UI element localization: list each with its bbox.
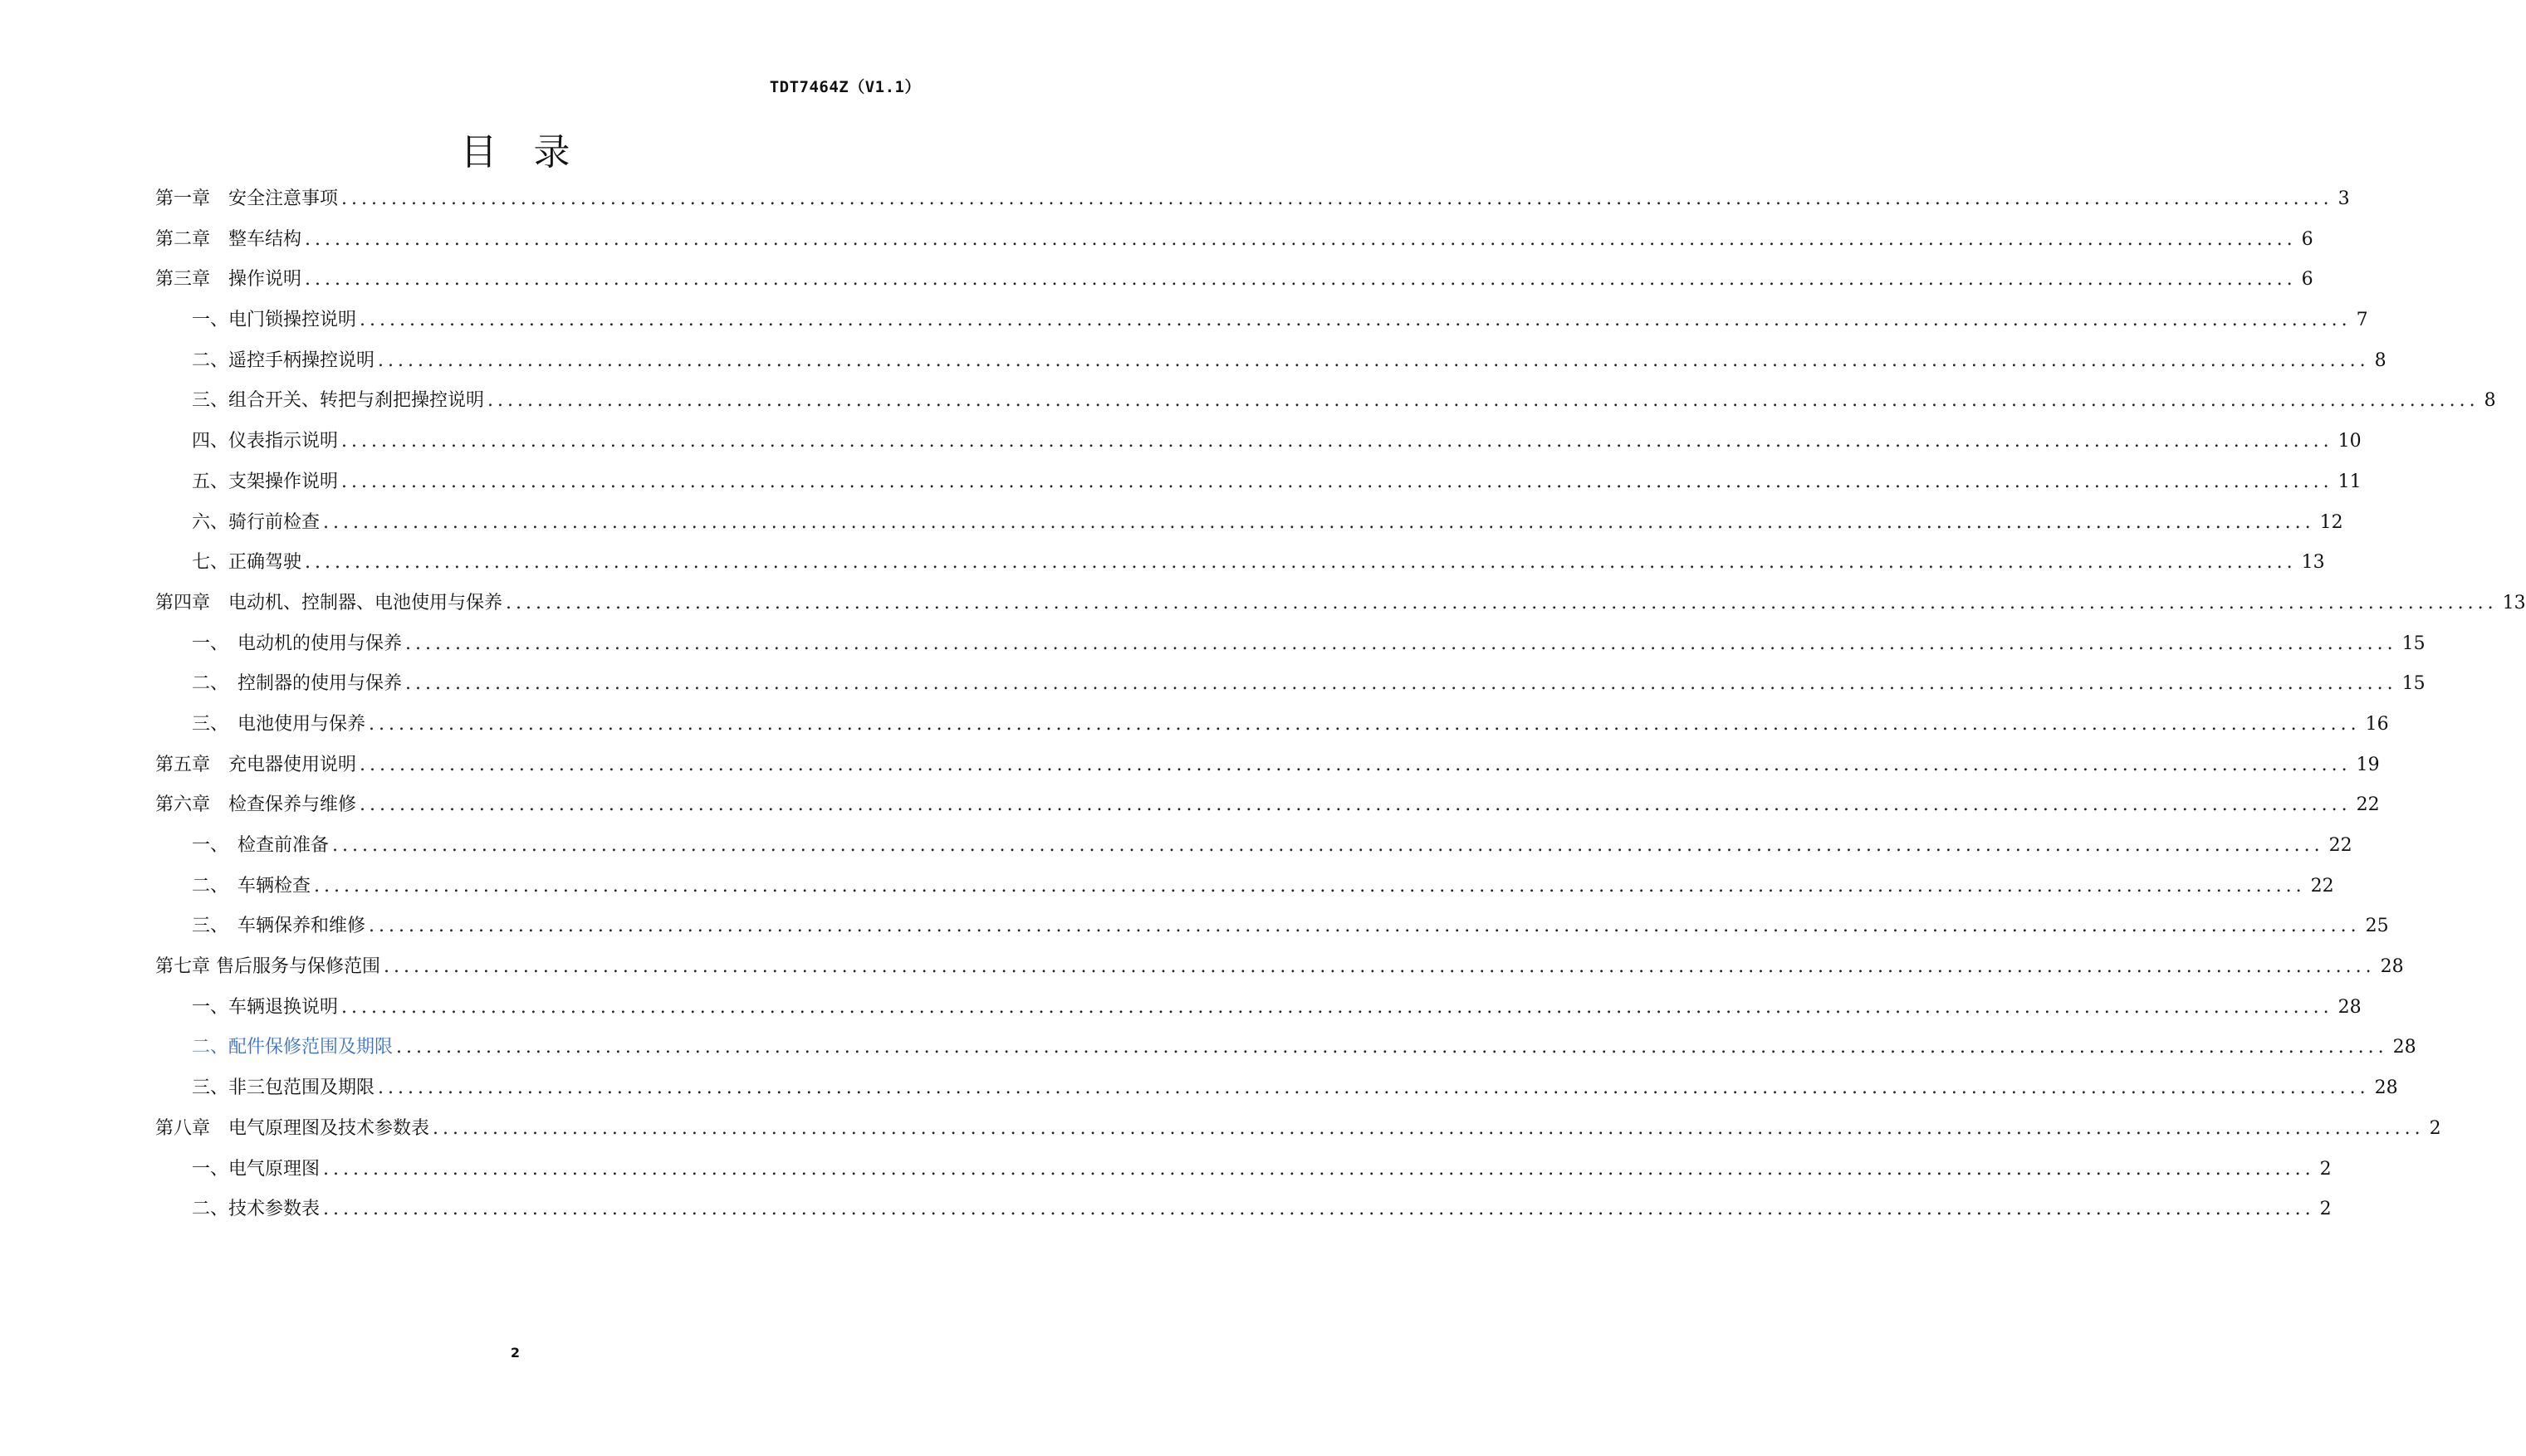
toc-entry-page: 13 [2301,552,2325,574]
toc-entry-page: 8 [2374,349,2386,371]
toc-entry[interactable] [155,341,2386,382]
toc-entry[interactable] [155,220,2313,261]
toc-entry-label: 五、支架操作说明 [192,471,339,492]
toc-leader-dots: ........................................................................................................................................................................................................ [378,1077,2370,1099]
toc-entry-page: 11 [2338,471,2362,492]
toc-entry-page: 2 [2319,1199,2332,1220]
toc-entry-page: 28 [2392,1037,2416,1058]
toc-entry-page: 12 [2319,511,2343,533]
toc-leader-dots: ........................................................................................................................................................................................................ [305,228,2297,250]
toc-entry-label: 六、骑行前检查 [192,511,321,533]
toc-leader-dots: ........................................................................................................................................................................................................ [360,310,2352,331]
toc-leader-dots: ........................................................................................................................................................................................................ [323,1158,2315,1180]
toc-entry-label: 一、电气原理图 [192,1158,321,1180]
toc-entry-label: 第四章 电动机、控制器、电池使用与保养 [155,592,503,613]
toc-entry-label: 一、车辆退换说明 [192,996,339,1018]
toc-entry-label: 第六章 检查保养与维修 [155,794,357,816]
toc-entry-label: 第七章 售后服务与保修范围 [155,956,380,978]
toc-entry-label: 第二章 整车结构 [155,228,302,250]
toc-entry-label: 二、技术参数表 [192,1199,321,1220]
toc-entry[interactable] [155,745,2380,786]
toc-leader-dots: ........................................................................................................................................................................................................ [323,1199,2315,1220]
toc-entry-page: 15 [2401,633,2426,654]
toc-entry-page: 2 [2319,1158,2332,1180]
toc-leader-dots: ........................................................................................................................................................................................................ [405,673,2397,695]
page-title: 目录 [460,131,607,174]
toc-entry-label: 二、 控制器的使用与保养 [192,673,403,695]
toc-entry[interactable] [155,584,2526,624]
toc-entry-label: 第一章 安全注意事项 [155,188,339,209]
toc-entry-page: 28 [2338,996,2362,1018]
toc-entry-page: 22 [2310,875,2334,897]
toc-entry[interactable] [155,1109,2441,1150]
toc-leader-dots: ........................................................................................................................................................................................................ [341,188,2333,209]
toc-leader-dots: ........................................................................................................................................................................................................ [487,390,2479,412]
table-of-contents [155,179,2526,1230]
toc-entry-label: 三、非三包范围及期限 [192,1077,375,1099]
toc-entry[interactable] [155,826,2352,867]
toc-entry-page: 19 [2356,754,2380,775]
toc-entry[interactable] [155,785,2380,826]
toc-entry[interactable] [155,1028,2416,1068]
toc-entry[interactable] [155,664,2426,705]
toc-leader-dots: ........................................................................................................................................................................................................ [405,633,2397,654]
toc-entry[interactable] [155,1150,2332,1190]
toc-entry[interactable] [155,947,2404,988]
toc-entry[interactable] [155,906,2389,947]
toc-leader-dots: ........................................................................................................................................................................................................ [332,835,2324,856]
toc-entry-label: 七、正确驾驶 [192,552,302,574]
toc-leader-dots: ........................................................................................................................................................................................................ [506,592,2498,613]
toc-entry-label: 四、仪表指示说明 [192,431,339,452]
toc-leader-dots: ........................................................................................................................................................................................................ [323,511,2315,533]
toc-entry-page: 2 [2429,1117,2441,1139]
document-id: TDT7464Z（V1.1） [769,78,921,96]
toc-entry-page: 6 [2301,228,2313,250]
toc-entry-label: 三、 电池使用与保养 [192,713,366,735]
toc-entry-page: 7 [2356,310,2368,331]
toc-entry-label: 一、电门锁操控说明 [192,310,357,331]
toc-entry-page: 22 [2356,794,2380,816]
toc-entry-label: 三、组合开关、转把与刹把操控说明 [192,390,485,412]
toc-entry-page: 25 [2365,916,2389,937]
toc-entry-label: 二、遥控手柄操控说明 [192,349,375,371]
toc-entry[interactable] [155,988,2362,1028]
toc-entry-label: 第五章 充电器使用说明 [155,754,357,775]
toc-entry-page: 28 [2380,956,2404,978]
toc-entry[interactable] [155,179,2350,220]
toc-entry[interactable] [155,462,2362,503]
toc-entry[interactable] [155,543,2325,584]
toc-entry-page: 16 [2365,713,2389,735]
toc-entry[interactable] [155,867,2334,907]
toc-entry-label: 一、 检查前准备 [192,835,330,856]
toc-entry[interactable] [155,381,2496,422]
toc-entry[interactable] [155,422,2362,462]
toc-entry-label: 二、 车辆检查 [192,875,311,897]
toc-leader-dots: ........................................................................................................................................................................................................ [360,794,2352,816]
toc-entry-page: 10 [2338,431,2362,452]
toc-leader-dots: ........................................................................................................................................................................................................ [341,471,2333,492]
toc-leader-dots: ........................................................................................................................................................................................................ [433,1117,2425,1139]
toc-leader-dots: ........................................................................................................................................................................................................ [360,754,2352,775]
toc-leader-dots: ........................................................................................................................................................................................................ [384,956,2376,978]
page-number: 2 [510,1345,521,1361]
toc-entry[interactable] [155,1190,2332,1230]
toc-entry-label: 一、 电动机的使用与保养 [192,633,403,654]
toc-leader-dots: ........................................................................................................................................................................................................ [305,552,2297,574]
toc-leader-dots: ........................................................................................................................................................................................................ [341,431,2333,452]
toc-entry-page: 8 [2484,390,2496,412]
toc-entry-page: 13 [2502,592,2526,613]
toc-leader-dots: ........................................................................................................................................................................................................ [314,875,2306,897]
toc-entry[interactable] [155,705,2389,745]
toc-entry-label: 二、配件保修范围及期限 [192,1037,394,1058]
toc-leader-dots: ........................................................................................................................................................................................................ [305,269,2297,291]
toc-entry[interactable] [155,624,2426,665]
toc-entry[interactable] [155,300,2368,341]
toc-entry-page: 3 [2338,188,2350,209]
toc-leader-dots: ........................................................................................................................................................................................................ [369,916,2361,937]
toc-entry-page: 28 [2374,1077,2398,1099]
toc-entry-page: 22 [2328,835,2352,856]
toc-leader-dots: ........................................................................................................................................................................................................ [396,1037,2388,1058]
toc-entry-label: 三、 车辆保养和维修 [192,916,366,937]
toc-leader-dots: ........................................................................................................................................................................................................ [369,713,2361,735]
toc-entry-label: 第八章 电气原理图及技术参数表 [155,1117,430,1139]
toc-entry-label: 第三章 操作说明 [155,269,302,291]
toc-entry-page: 6 [2301,269,2313,291]
toc-leader-dots: ........................................................................................................................................................................................................ [341,996,2333,1018]
toc-entry[interactable] [155,1068,2398,1109]
toc-leader-dots: ........................................................................................................................................................................................................ [378,349,2370,371]
toc-entry-page: 15 [2401,673,2426,695]
toc-entry[interactable] [155,503,2343,544]
toc-entry[interactable] [155,260,2313,300]
